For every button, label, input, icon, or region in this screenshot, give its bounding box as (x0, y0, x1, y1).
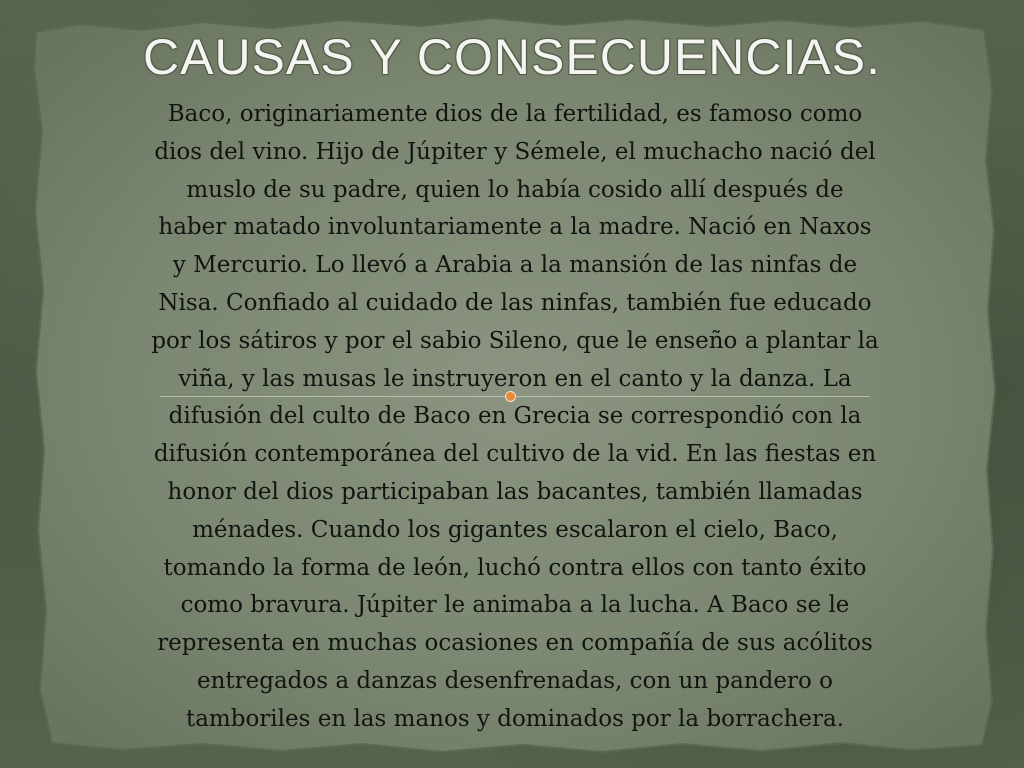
body-line: representa en muchas ocasiones en compañía de sus acólitos (157, 630, 873, 657)
body-line: tamboriles en las manos y dominados por la borrachera. (185, 705, 845, 732)
body-line: como bravura. Júpiter le animaba a la lucha. A Baco se le (180, 592, 850, 619)
body-line: honor del dios participaban las bacantes, también llamadas (167, 478, 863, 505)
body-line: y Mercurio. Lo llevó a Arabia a la mansión de las ninfas de (172, 252, 858, 279)
slide-title: CAUSAS Y CONSECUENCIAS. (142, 29, 881, 85)
body-line: por los sátiros y por el sabio Sileno, que le enseño a plantar la (151, 327, 879, 354)
body-line: difusión contemporánea del cultivo de la vid. En las fiestas en (153, 441, 877, 468)
body-line: tomando la forma de león, luchó contra ellos con tanto éxito (163, 554, 867, 581)
body-paragraph (40, 96, 990, 739)
body-line: haber matado involuntariamente a la madre. Nació en Naxos (158, 214, 872, 241)
body-line: entregados a danzas desenfrenadas, con un pandero o (196, 667, 834, 694)
body-line: dios del vino. Hijo de Júpiter y Sémele, el muchacho nació del (154, 138, 876, 165)
body-line: ménades. Cuando los gigantes escalaron el cielo, Baco, (192, 516, 838, 543)
body-line: Nisa. Confiado al cuidado de las ninfas, también fue educado (158, 289, 872, 316)
body-line: viña, y las musas le instruyeron en el canto y la danza. La (178, 365, 852, 392)
body-line: difusión del culto de Baco en Grecia se correspondió con la (168, 403, 862, 430)
body-line: Baco, originariamente dios de la fertilidad, es famoso como (167, 101, 863, 127)
body-line: muslo de su padre, quien lo había cosido allí después de (186, 176, 844, 203)
